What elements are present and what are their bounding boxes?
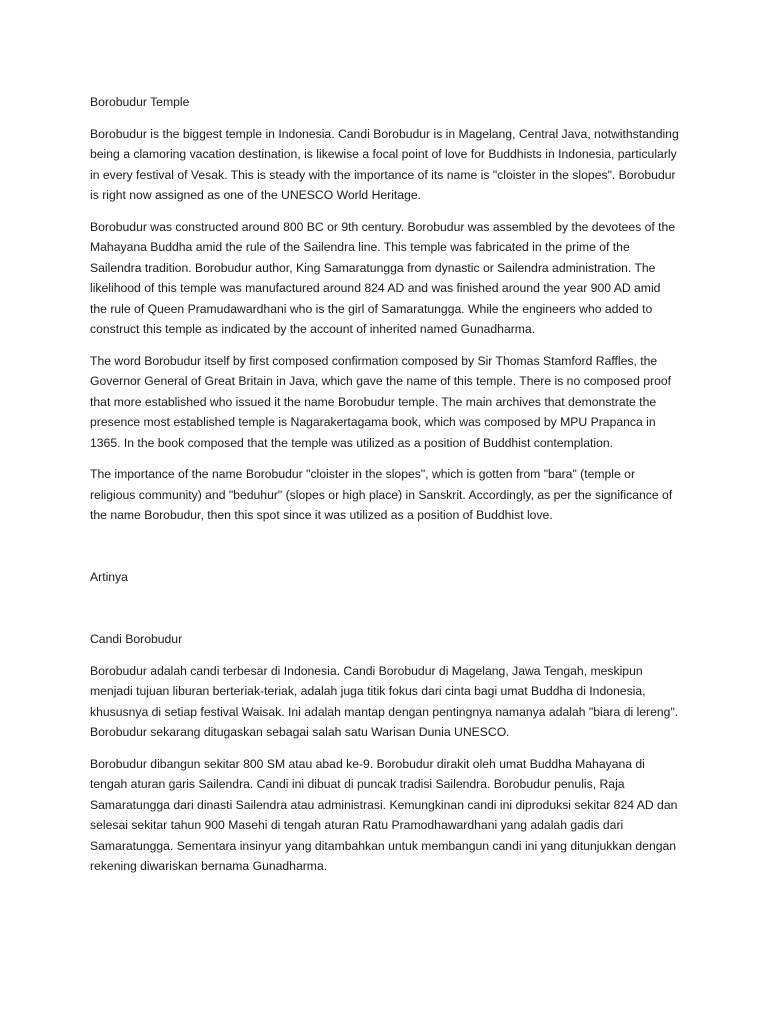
- english-paragraph-1: Borobudur is the biggest temple in Indonesia. Candi Borobudur is in Magelang, Central Java, notwithstanding being a clamoring vacation destination, is likewise a focal point of love for Buddhists in Indonesia, particularly in every festival of Vesak. This is steady with the importance of its name is "cloister in the slopes". Borobudur is right now assigned as one of the UNESCO World Heritage.: [90, 126, 679, 202]
- indonesian-paragraph-2: Borobudur dibangun sekitar 800 SM atau abad ke-9. Borobudur dirakit oleh umat Buddha Mahayana di tengah aturan garis Sailendra. Candi ini dibuat di puncak tradisi Sailendra. Borobudur penulis, Raja Samaratungga dari dinasti Sailendra atau administrasi. Kemungkinan candi ini diproduksi sekitar 824 AD dan selesai sekitar tahun 900 Masehi di tengah aturan Ratu Pramodhawardhani yang adalah gadis dari Samaratungga. Sementara insinyur yang ditambahkan untuk membangun candi ini yang ditunjukkan dengan rekening diwariskan bernama Gunadharma.: [90, 756, 678, 873]
- translation-label: Artinya: [90, 569, 128, 584]
- section-spacer: [90, 537, 680, 567]
- english-paragraph-4: The importance of the name Borobudur "cloister in the slopes", which is gotten from "bara" (temple or religious community) and "beduhur" (slopes or high place) in Sanskrit. Accordingly, as per the significance of the name Borobudur, then this spot since it was utilized as a position of Buddhist love.: [90, 467, 673, 522]
- document-title-english: Borobudur Temple: [90, 95, 190, 109]
- indonesian-paragraph-1: Borobudur adalah candi terbesar di Indonesia. Candi Borobudur di Magelang, Jawa Tengah, meskipun menjadi tujuan liburan berteriak-teriak, adalah juga titik fokus dari cinta bagi umat Buddha di Indonesia, khususnya di setiap festival Waisak. Ini adalah mantap dengan pentingnya namanya adalah "biara di lereng". Borobudur sekarang ditugaskan sebagai salah satu Warisan Dunia UNESCO.: [90, 663, 679, 739]
- english-paragraph-3: The word Borobudur itself by first composed confirmation composed by Sir Thomas Stamford Raffles, the Governor General of Great Britain in Java, which gave the name of this temple. There is no composed proof that more established who issued it the name Borobudur temple. The main archives that demonstrate the presence most established temple is Nagarakertagama book, which was composed by MPU Prapanca in 1365. In the book composed that the temple was utilized as a position of Buddhist contemplation.: [90, 353, 672, 450]
- section-spacer: [90, 598, 680, 629]
- document-title-indonesian: Candi Borobudur: [90, 632, 183, 646]
- english-paragraph-2: Borobudur was constructed around 800 BC or 9th century. Borobudur was assembled by the devotees of the Mahayana Buddha amid the rule of the Sailendra line. This temple was fabricated in the prime of the Sailendra tradition. Borobudur author, King Samaratungga from dynastic or Sailendra administration. The likelihood of this temple was manufactured around 824 AD and was finished around the year 900 AD amid the rule of Queen Pramudawardhani who is the girl of Samaratungga. While the engineers who added to construct this temple as indicated by the account of inherited named Gunadharma.: [90, 219, 676, 336]
